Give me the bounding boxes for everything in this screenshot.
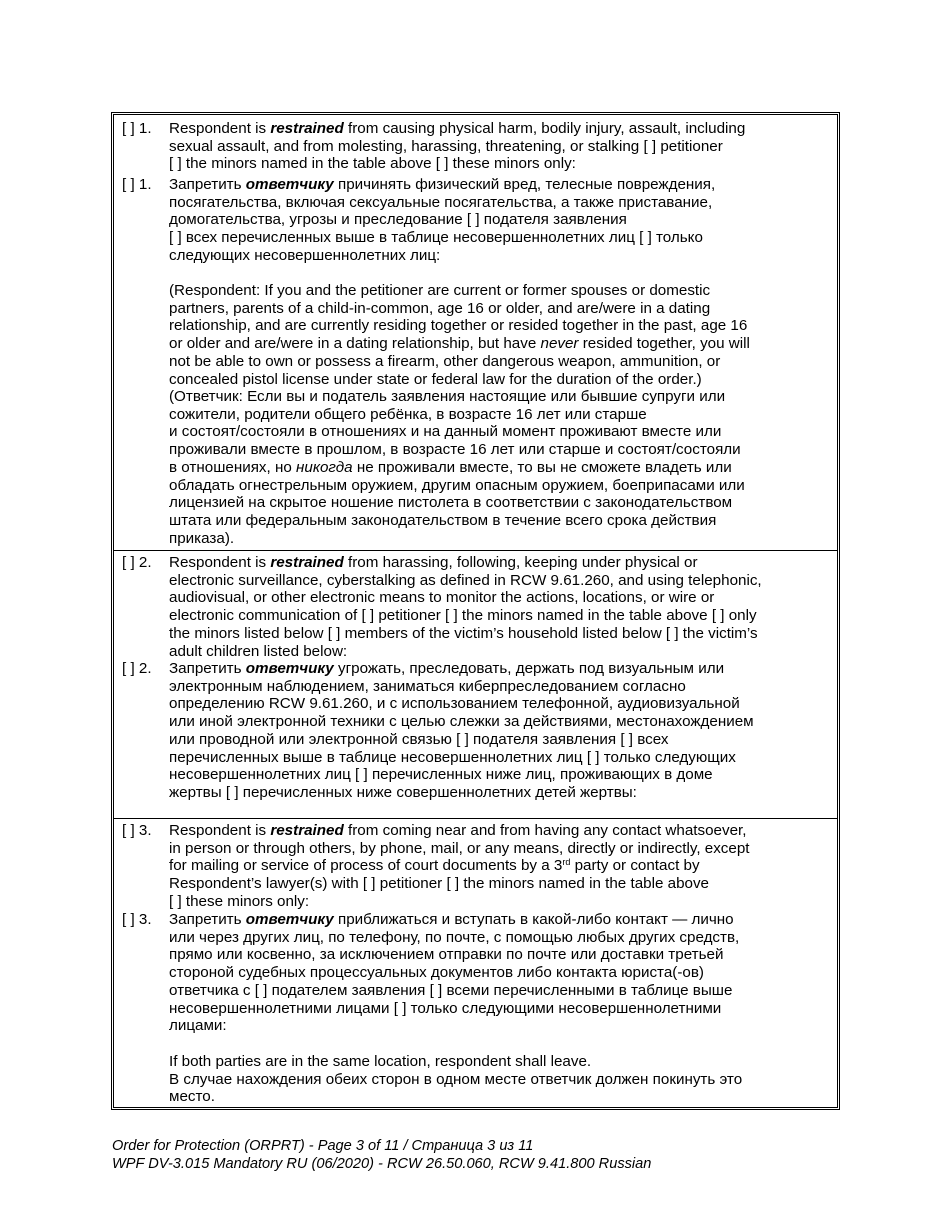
text-segment: party or contact by (570, 857, 700, 875)
text-line: [ ] the minors named in the table above [ ] these minors only: (169, 155, 576, 173)
item-2-ru-text (169, 660, 829, 802)
text-line: определению RCW 9.61.260, и с использованием телефонной, аудиовизуальной (169, 695, 740, 713)
text-segment: не проживали вместе, то вы не сможете владеть или (352, 458, 732, 476)
text-segment: for mailing or service of process of court documents by a 3 (169, 857, 563, 875)
text-segment: resided together, you will (578, 335, 750, 353)
text-line: (Respondent: If you and the petitioner are current or former spouses or domestic (169, 282, 711, 299)
item-2-en-text (169, 554, 829, 660)
leave-notice-text (169, 1053, 829, 1106)
intro-text: Respondent is (169, 120, 271, 137)
text-line: или проводной или электронной связью [ ] подателя заявления [ ] всех (169, 730, 669, 748)
footer-line-2: WPF DV-3.015 Mandatory RU (06/2020) - RCW 26.50.060, RCW 9.41.800 Russian (112, 1155, 652, 1172)
firearm-note-ru-text (169, 388, 829, 547)
intro-text: Respondent is (169, 822, 271, 839)
text-line: partners, parents of a child-in-common, age 16 or older, and are/were in a dating (169, 299, 711, 317)
text-line: или иной электронной техники с целью слежки за действиями, местонахождением (169, 713, 754, 731)
text-line: домогательства, угрозы и преследование [ ] подателя заявления (169, 211, 627, 229)
text-line: перечисленных выше в таблице несовершеннолетних лиц [ ] только следующих (169, 748, 736, 766)
text-line: electronic communication of [ ] petitioner [ ] the minors named in the table above [ ] only (169, 607, 757, 625)
text-line: concealed pistol license under state or federal law for the duration of the order.) (169, 370, 702, 388)
text-line: несовершеннолетними лицами [ ] только следующими несовершеннолетними (169, 999, 722, 1017)
text-line: угрожать, преследовать, держать под визуальным или (333, 660, 725, 677)
item-2-en-checkbox[interactable]: [ ] 2. (122, 554, 152, 571)
text-line: from causing physical harm, bodily injury, assault, including (343, 120, 746, 137)
text-line: лицами: (169, 1017, 227, 1035)
text-line: not be able to own or possess a firearm, other dangerous weapon, ammunition, or (169, 352, 721, 370)
text-line: стороной судебных процессуальных документов либо контакта юриста(-ов) (169, 964, 704, 982)
text-line: the minors listed below [ ] members of the victim’s household listed below [ ] the victim’s (169, 624, 758, 642)
text-line: relationship, and are currently residing together or resided together in the past, age 16 (169, 317, 748, 335)
text-line: место. (169, 1088, 215, 1106)
text-line: (Ответчик: Если вы и податель заявления настоящие или бывшие супруги или (169, 388, 726, 405)
emphasis-restrained: restrained (270, 822, 344, 839)
intro-text: Respondent is (169, 554, 271, 571)
intro-text: Запретить (169, 176, 246, 193)
text-line: [ ] всех перечисленных выше в таблице несовершеннолетних лиц [ ] только (169, 229, 703, 247)
section-1 (114, 115, 837, 551)
text-line: electronic surveillance, cyberstalking as defined in RCW 9.61.260, and using telephonic, (169, 571, 762, 589)
text-line: жертвы [ ] перечисленных ниже совершеннолетних детей жертвы: (169, 783, 637, 801)
text-line: посягательства, включая сексуальные посягательства, а также приставание, (169, 193, 713, 211)
text-segment: or older and are/were in a dating relationship, but have (169, 335, 541, 353)
text-line: from harassing, following, keeping under physical or (343, 554, 698, 571)
text-line: приказа). (169, 529, 235, 547)
text-line: электронным наблюдением, заниматься киберпреследованием согласно (169, 677, 686, 695)
item-3-ru-text (169, 911, 829, 1035)
text-line: или через других лиц, по телефону, по почте, с помощью любых других средств, (169, 928, 740, 946)
emphasis-never: never (540, 335, 579, 353)
section-2 (114, 551, 837, 819)
item-1-ru-text (169, 176, 829, 265)
item-1-ru-checkbox[interactable]: [ ] 1. (122, 176, 152, 193)
text-line: If both parties are in the same location, respondent shall leave. (169, 1053, 592, 1070)
emphasis-respondent: ответчику (245, 911, 334, 928)
intro-text: Запретить (169, 660, 246, 677)
item-3-ru-checkbox[interactable]: [ ] 3. (122, 911, 152, 928)
text-line: лицензией на скрытое ношение пистолета в соответствии с законодательством (169, 494, 733, 512)
superscript-rd: rd (562, 857, 571, 868)
emphasis-restrained: restrained (270, 554, 344, 571)
item-1-en-text (169, 120, 829, 173)
text-line: и состоят/состояли в отношениях и на данный момент проживают вместе или (169, 423, 722, 441)
emphasis-respondent: ответчику (245, 176, 334, 193)
text-line: ответчика с [ ] подателем заявления [ ] всеми перечисленными в таблице выше (169, 981, 733, 999)
item-2-ru-checkbox[interactable]: [ ] 2. (122, 660, 152, 677)
item-3-en-checkbox[interactable]: [ ] 3. (122, 822, 152, 839)
intro-text: Запретить (169, 911, 246, 928)
emphasis-restrained: restrained (270, 120, 344, 137)
text-line: проживали вместе в прошлом, в возрасте 16 лет или старше и состоят/состояли (169, 441, 741, 459)
text-segment: в отношениях, но (169, 458, 297, 476)
text-line: следующих несовершеннолетних лиц: (169, 246, 441, 264)
text-line: штата или федеральным законодательством в течение всего срока действия (169, 511, 717, 529)
item-1-en-checkbox[interactable]: [ ] 1. (122, 120, 152, 137)
order-form-frame (111, 112, 840, 1110)
text-line: прямо или косвенно, за исключением отправки по почте или доставки третьей (169, 946, 724, 964)
section-3 (114, 819, 837, 1111)
text-line: sexual assault, and from molesting, harassing, threatening, or stalking [ ] petitioner (169, 137, 723, 155)
text-line: В случае нахождения обеих сторон в одном месте ответчик должен покинуть это (169, 1070, 743, 1088)
firearm-note-en-text (169, 282, 829, 388)
text-line: несовершеннолетних лиц [ ] перечисленных ниже лиц, проживающих в доме (169, 766, 713, 784)
text-line: приближаться и вступать в какой-либо контакт — лично (333, 911, 734, 928)
text-line: Respondent’s lawyer(s) with [ ] petitioner [ ] the minors named in the table above (169, 875, 710, 893)
text-line: adult children listed below: (169, 642, 348, 660)
text-line: причинять физический вред, телесные повреждения, (333, 176, 716, 193)
text-line: from coming near and from having any contact whatsoever, (343, 822, 747, 839)
footer-line-1: Order for Protection (ORPRT) - Page 3 of 11 / Страница 3 из 11 (112, 1138, 534, 1154)
item-3-en-text (169, 822, 829, 911)
emphasis-never-ru: никогда (296, 458, 353, 476)
text-line: audiovisual, or other electronic means to monitor the actions, locations, or wire or (169, 589, 715, 607)
text-line: [ ] these minors only: (169, 892, 310, 910)
text-line: обладать огнестрельным оружием, другим опасным оружием, боеприпасами или (169, 476, 745, 494)
page-footer (112, 1138, 651, 1173)
text-line: сожители, родители общего ребёнка, в возрасте 16 лет или старше (169, 405, 647, 423)
text-line: in person or through others, by phone, mail, or any means, directly or indirectly, except (169, 839, 750, 857)
emphasis-respondent: ответчику (245, 660, 334, 677)
